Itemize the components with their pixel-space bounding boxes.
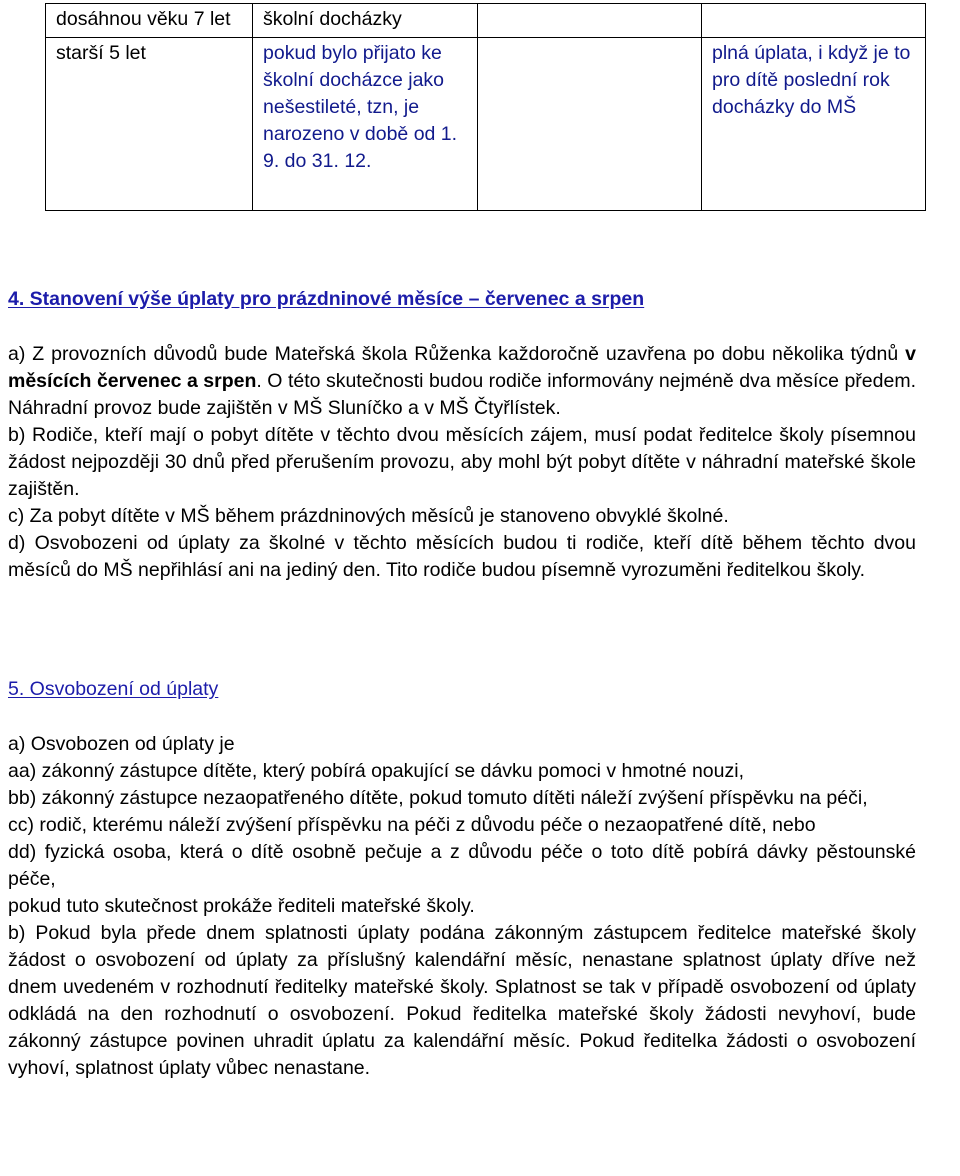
paragraph: c) Za pobyt dítěte v MŠ během prázdninových měsíců je stanoveno obvyklé školné.: [8, 505, 729, 527]
table-cell: plná úplata, i když je to pro dítě poslední rok docházky do MŠ: [702, 38, 926, 211]
paragraph: aa) zákonný zástupce dítěte, který pobírá opakující se dávku pomoci v hmotné nouzi,: [8, 760, 744, 782]
text: . O této skutečnosti budou rodiče informovány nejméně dva měsíce předem. Náhradní provoz bude zajištěn v MŠ Sluníčko a v MŠ Čtyřlístek.: [8, 370, 916, 419]
table-row: [46, 38, 926, 211]
paragraph: [8, 341, 916, 422]
paragraph: b) Pokud byla přede dnem splatnosti úplaty podána zákonným zástupcem ředitelce mateřské školy žádost o osvobození od úplaty za příslušný kalendářní měsíc, nenastane splatnost úplaty dříve než dnem uvedeném v rozhodnutí ředitelky mateřské školy. Splatnost se tak v případě osvobození od úplaty odkládá na den rozhodnutí o osvobození. Pokud ředitelka mateřské školy žádosti nevyhoví, bude zákonný zástupce povinen uhradit úplatu za kalendářní měsíc. Pokud ředitelka žádosti o osvobození vyhoví, splatnost úplaty vůbec nenastane.: [8, 922, 916, 1079]
section-4-body: [8, 341, 916, 584]
table-cell: pokud bylo přijato ke školní docházce jako nešestileté, tzn, je narozeno v době od 1. 9. do 31. 12.: [253, 38, 478, 211]
paragraph: bb) zákonný zástupce nezaopatřeného dítěte, pokud tomuto dítěti náleží zvýšení příspěvku na péči,: [8, 787, 868, 809]
paragraph: d) Osvobozeni od úplaty za školné v těchto měsících budou ti rodiče, kteří dítě během těchto dvou měsíců do MŠ nepřihlásí ani na jediný den. Tito rodiče budou písemně vyrozuměni ředitelkou školy.: [8, 532, 916, 581]
paragraph: a) Osvobozen od úplaty je: [8, 733, 235, 755]
table-row: [46, 4, 926, 38]
paragraph: b) Rodiče, kteří mají o pobyt dítěte v těchto dvou měsících zájem, musí podat ředitelce školy písemnou žádost nejpozději 30 dnů před přerušením provozu, aby mohl být pobyt dítěte v náhradní mateřské škole zajištěn.: [8, 424, 916, 500]
paragraph: cc) rodič, kterému náleží zvýšení příspěvku na péči z důvodu péče o nezaopatřené dítě, nebo: [8, 814, 816, 836]
section-5-body: [8, 731, 916, 1082]
section-5-heading: 5. Osvobození od úplaty: [8, 678, 219, 700]
table-cell: dosáhnou věku 7 let: [46, 4, 253, 38]
fee-table: [45, 3, 926, 211]
paragraph: pokud tuto skutečnost prokáže řediteli mateřské školy.: [8, 895, 475, 917]
table-cell: starší 5 let: [46, 38, 253, 211]
text: a) Z provozních důvodů bude Mateřská škola Růženka každoročně uzavřena po dobu několika týdnů: [8, 343, 906, 365]
text-bold: v měsících červenec a srpen: [8, 343, 916, 392]
table-cell: [702, 4, 926, 38]
table-cell: [478, 38, 702, 211]
paragraph: dd) fyzická osoba, která o dítě osobně pečuje a z důvodu péče o toto dítě pobírá dávky pěstounské péče,: [8, 841, 916, 890]
section-4-heading: 4. Stanovení výše úplaty pro prázdninové měsíce – červenec a srpen: [8, 288, 645, 310]
table-cell: [478, 4, 702, 38]
table-cell: školní docházky: [253, 4, 478, 38]
